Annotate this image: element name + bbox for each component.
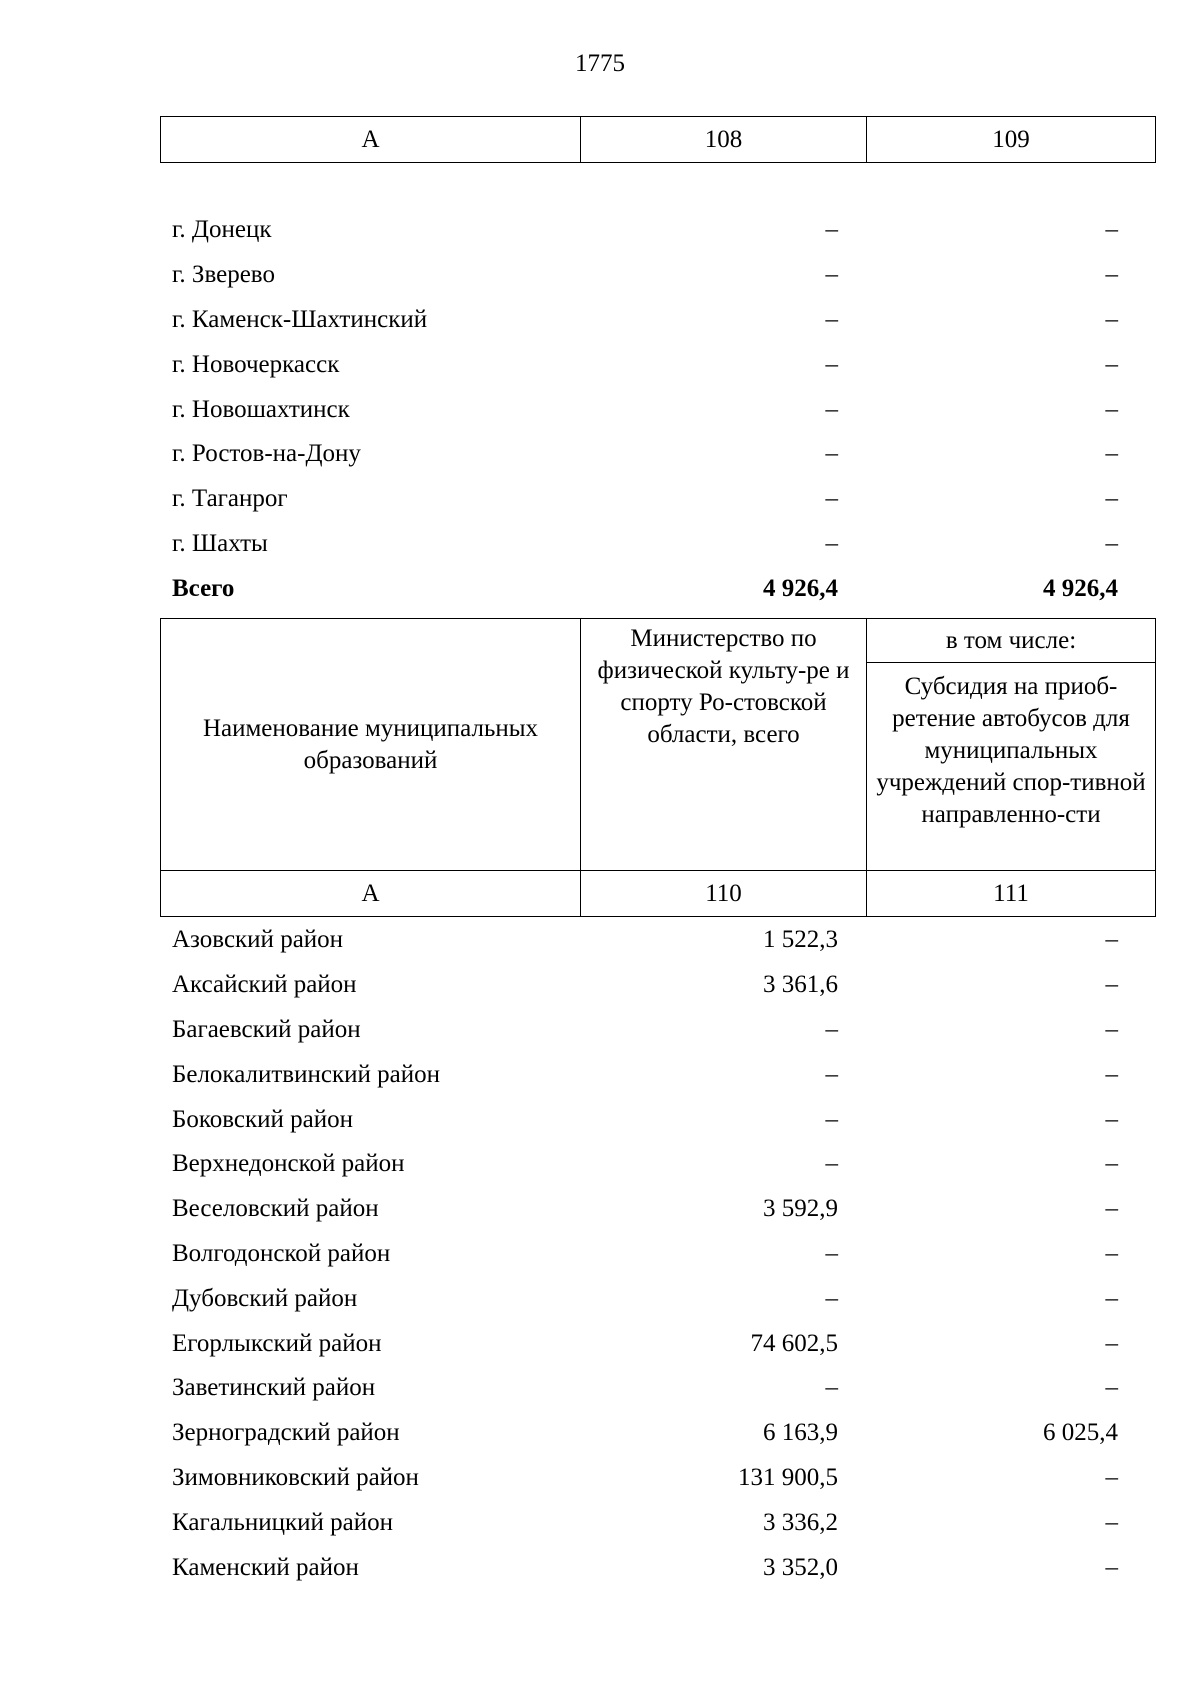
row-value-v2: – (1105, 216, 1118, 244)
header-label-110: 110 (581, 871, 867, 917)
row-value-v2: – (1105, 261, 1118, 289)
row-value-v1: – (825, 1284, 838, 1312)
row-value-v1: – (825, 1374, 838, 1402)
row-value-v2: – (1105, 485, 1118, 513)
header-including-column: в том числе: (867, 619, 1156, 663)
table-row (160, 1008, 1128, 1053)
row-value-v2: – (1105, 305, 1118, 333)
row-value-v2: – (1105, 440, 1118, 468)
row-value-v1: 3 361,6 (763, 971, 838, 999)
row-value-v2: – (1105, 1060, 1118, 1088)
row-value-v1: 3 352,0 (763, 1553, 838, 1581)
table-row (160, 522, 1128, 567)
row-name: Дубовский район (172, 1284, 358, 1312)
row-value-v2: – (1105, 529, 1118, 557)
row-value-v1: – (825, 216, 838, 244)
row-value-v2: – (1105, 1105, 1118, 1133)
table-row (160, 1187, 1128, 1232)
row-name: Боковский район (172, 1105, 353, 1133)
row-value-v1: 3 592,9 (763, 1195, 838, 1223)
table-row (160, 1456, 1128, 1501)
table-row (160, 208, 1128, 253)
row-value-v1: – (825, 395, 838, 423)
row-value-v1: – (825, 1060, 838, 1088)
row-name: г. Зверево (172, 261, 275, 289)
table-row (160, 477, 1128, 522)
header-label-111: 111 (867, 871, 1156, 917)
row-value-v1: – (825, 485, 838, 513)
table-row (160, 1052, 1128, 1097)
table-row (160, 1276, 1128, 1321)
row-value-v1: 3 336,2 (763, 1508, 838, 1536)
table1-header (160, 116, 1128, 163)
row-name: г. Ростов-на-Дону (172, 440, 361, 468)
row-value-v2: – (1105, 1508, 1118, 1536)
row-value-v1: – (825, 261, 838, 289)
row-name: Волгодонской район (172, 1239, 391, 1267)
row-value-v1: – (825, 529, 838, 557)
row-name: г. Таганрог (172, 485, 288, 513)
row-name: Багаевский район (172, 1015, 361, 1043)
row-value-v1: – (825, 1239, 838, 1267)
row-name: Зимовниковский район (172, 1463, 419, 1491)
table2-rows (160, 918, 1128, 1590)
row-value-v1: – (825, 1015, 838, 1043)
page-number: 1775 (575, 50, 625, 77)
header-subsidy-column: Субсидия на приоб-ретение автобусов для муниципальных учреждений спор-тивной направленно-сти (867, 663, 1156, 871)
row-value-v1: – (825, 305, 838, 333)
total-row (160, 566, 1128, 611)
row-name: г. Новочеркасск (172, 350, 340, 378)
row-value-v1: – (825, 1105, 838, 1133)
row-name: Азовский район (172, 926, 344, 954)
row-value-v2: 6 025,4 (1043, 1419, 1118, 1447)
row-value-v2: – (1105, 1553, 1118, 1581)
row-name: г. Новошахтинск (172, 395, 350, 423)
header-ministry-column: Министерство по физической культу-ре и спорту Ро-стовской области, всего (581, 619, 867, 871)
total-value-v1: 4 926,4 (763, 574, 838, 602)
row-name: г. Каменск-Шахтинский (172, 305, 428, 333)
row-value-v2: – (1105, 1150, 1118, 1178)
row-value-v1: 131 900,5 (738, 1463, 838, 1491)
row-name: Аксайский район (172, 971, 357, 999)
row-value-v2: – (1105, 350, 1118, 378)
total-label: Всего (172, 574, 235, 602)
table2-header (160, 618, 1146, 917)
table-row (160, 1142, 1128, 1187)
table-row (160, 1366, 1128, 1411)
row-name: Зерноградский район (172, 1419, 400, 1447)
row-value-v2: – (1105, 1284, 1118, 1312)
table-row (160, 1321, 1128, 1366)
row-name: Егорлыкский район (172, 1329, 382, 1357)
row-value-v1: 1 522,3 (763, 926, 838, 954)
table-row (160, 432, 1128, 477)
row-value-v2: – (1105, 395, 1118, 423)
header-label-109: 109 (867, 117, 1156, 163)
row-name: Заветинский район (172, 1374, 376, 1402)
table-row (160, 1545, 1128, 1590)
table-row (160, 298, 1128, 343)
table-row (160, 387, 1128, 432)
row-name: Кагальницкий район (172, 1508, 394, 1536)
row-value-v2: – (1105, 1015, 1118, 1043)
row-name: Верхнедонской район (172, 1150, 405, 1178)
row-value-v1: – (825, 440, 838, 468)
row-name: Веселовский район (172, 1195, 379, 1223)
header-label-a: А (161, 871, 581, 917)
row-value-v2: – (1105, 1374, 1118, 1402)
row-value-v2: – (1105, 1195, 1118, 1223)
row-name: Каменский район (172, 1553, 359, 1581)
table1-rows (160, 208, 1128, 611)
table-row (160, 342, 1128, 387)
table-row (160, 1411, 1128, 1456)
table-row (160, 918, 1128, 963)
table-row (160, 1232, 1128, 1277)
table-row (160, 253, 1128, 298)
table-row (160, 1097, 1128, 1142)
row-name: г. Донецк (172, 216, 272, 244)
header-label-a: А (161, 117, 581, 163)
total-value-v2: 4 926,4 (1043, 574, 1118, 602)
table-row (160, 1500, 1128, 1545)
row-value-v2: – (1105, 1329, 1118, 1357)
row-value-v1: 6 163,9 (763, 1419, 838, 1447)
row-value-v2: – (1105, 926, 1118, 954)
row-value-v2: – (1105, 1239, 1118, 1267)
row-value-v2: – (1105, 971, 1118, 999)
row-value-v1: – (825, 1150, 838, 1178)
header-label-108: 108 (581, 117, 867, 163)
row-name: г. Шахты (172, 529, 268, 557)
row-value-v1: – (825, 350, 838, 378)
row-name: Белокалитвинский район (172, 1060, 440, 1088)
header-name-column: Наименование муниципальных образований (161, 619, 581, 871)
row-value-v2: – (1105, 1463, 1118, 1491)
table-row (160, 963, 1128, 1008)
row-value-v1: 74 602,5 (750, 1329, 838, 1357)
